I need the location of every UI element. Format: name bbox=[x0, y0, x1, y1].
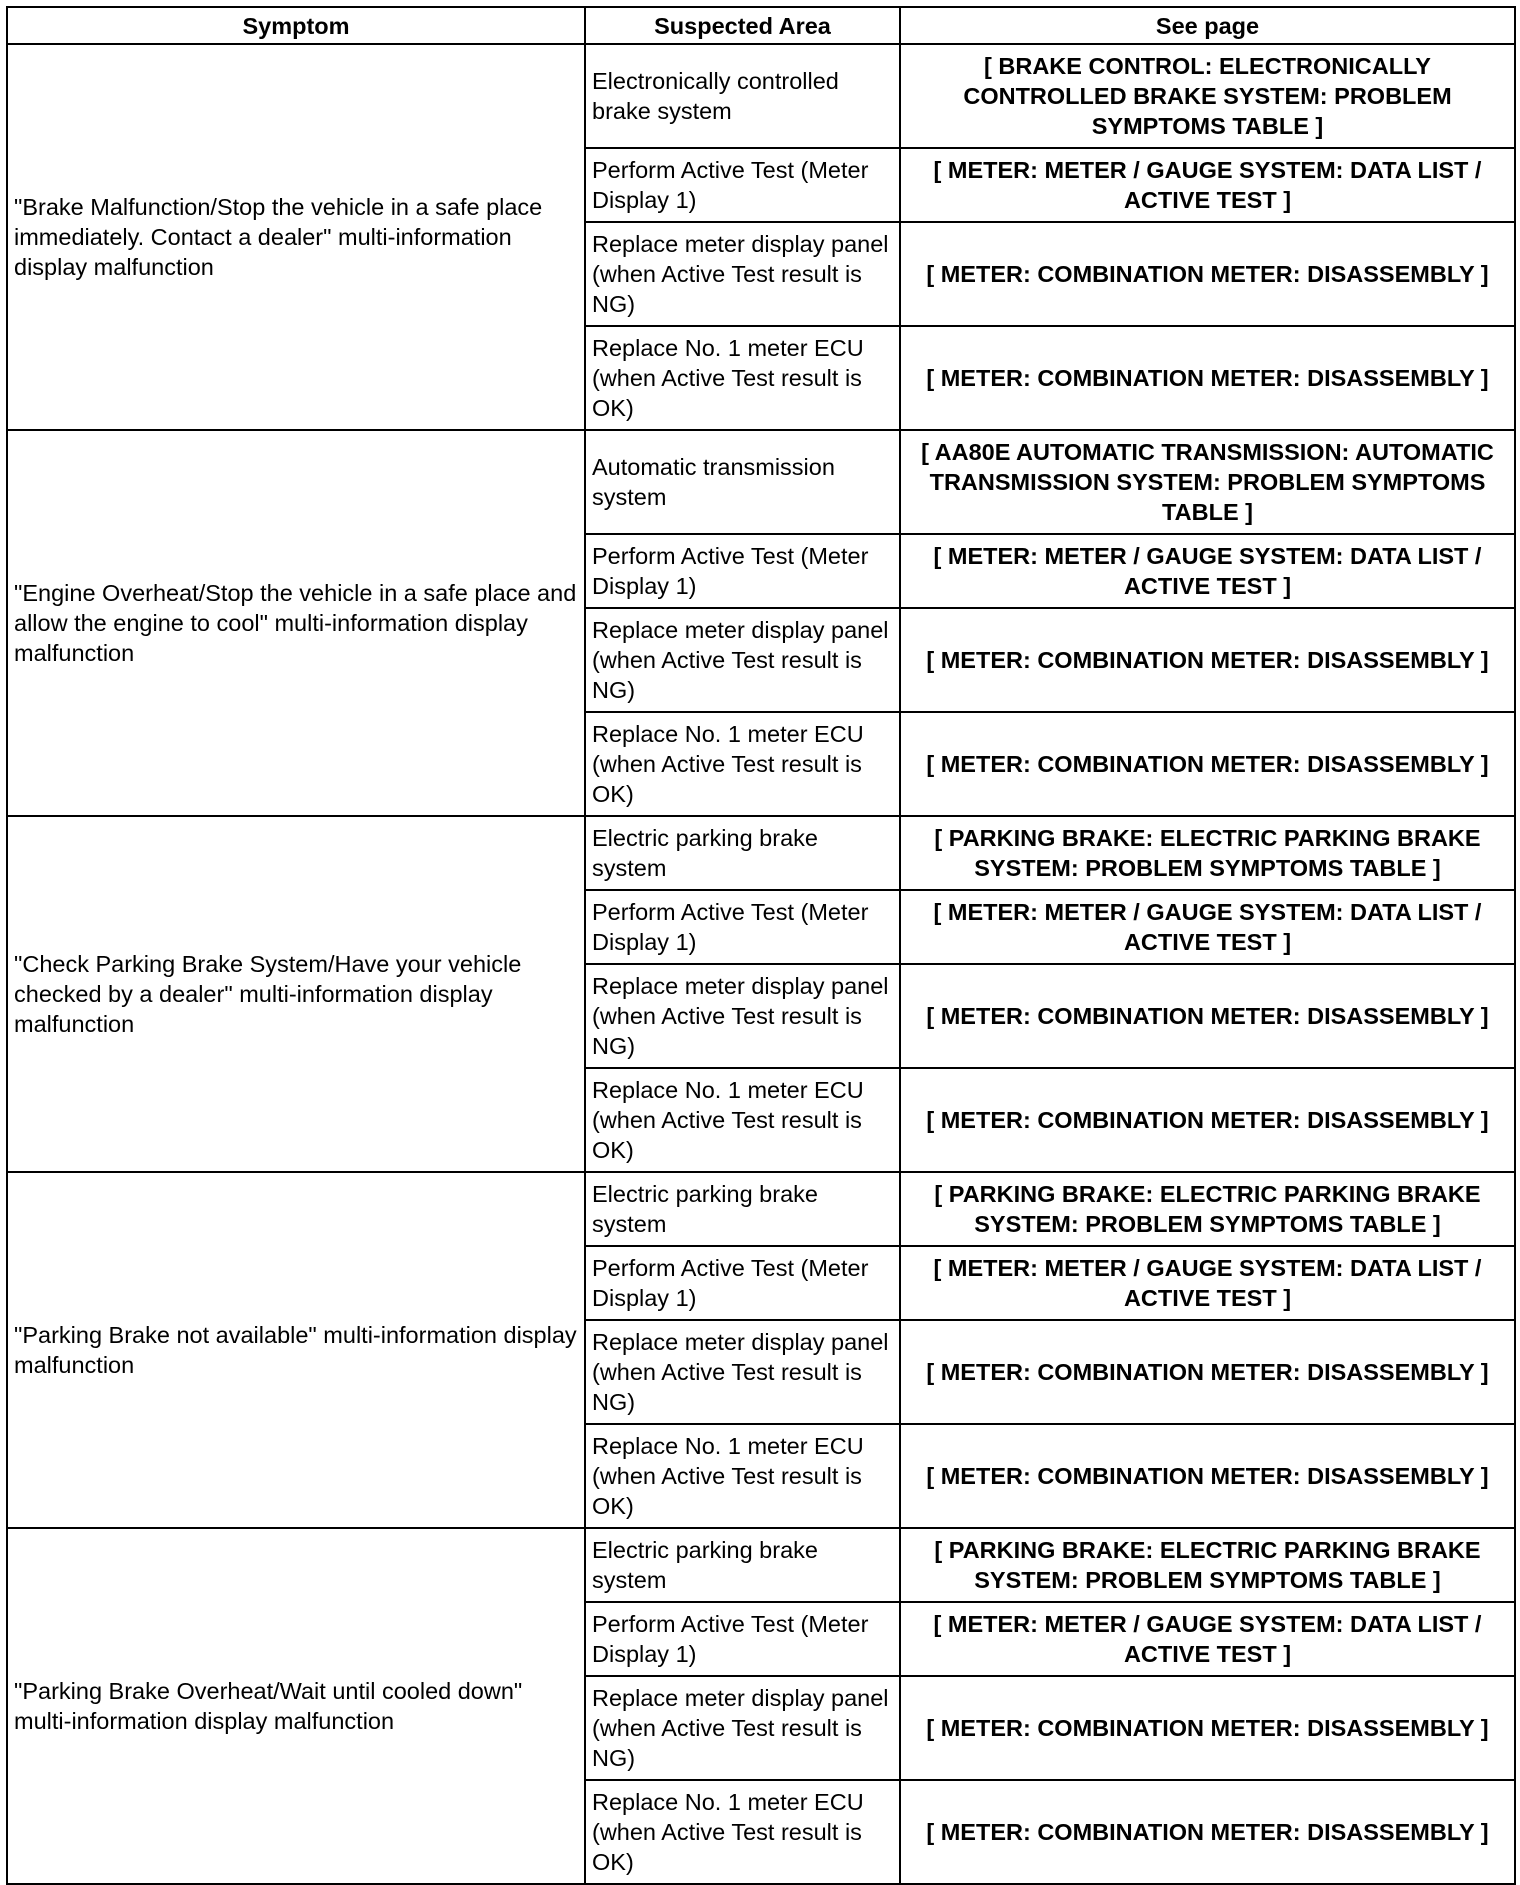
suspected-area-cell: Perform Active Test (Meter Display 1) bbox=[585, 890, 900, 964]
symptom-cell: "Brake Malfunction/Stop the vehicle in a safe place immediately. Contact a dealer" multi-information display malfunction bbox=[7, 44, 585, 430]
suspected-area-cell: Replace meter display panel (when Active Test result is NG) bbox=[585, 1320, 900, 1424]
suspected-area-cell: Electric parking brake system bbox=[585, 816, 900, 890]
see-page-link[interactable]: [ METER: COMBINATION METER: DISASSEMBLY ] bbox=[900, 712, 1515, 816]
suspected-area-cell: Automatic transmission system bbox=[585, 430, 900, 534]
symptom-cell: "Check Parking Brake System/Have your vehicle checked by a dealer" multi-information display malfunction bbox=[7, 816, 585, 1172]
suspected-area-cell: Replace meter display panel (when Active Test result is NG) bbox=[585, 964, 900, 1068]
table-row bbox=[7, 816, 1515, 890]
see-page-link[interactable]: [ METER: COMBINATION METER: DISASSEMBLY ] bbox=[900, 608, 1515, 712]
symptom-cell: "Engine Overheat/Stop the vehicle in a safe place and allow the engine to cool" multi-information display malfunction bbox=[7, 430, 585, 816]
see-page-link[interactable]: [ METER: COMBINATION METER: DISASSEMBLY ] bbox=[900, 1676, 1515, 1780]
see-page-link[interactable]: [ METER: METER / GAUGE SYSTEM: DATA LIST / ACTIVE TEST ] bbox=[900, 1246, 1515, 1320]
table-row bbox=[7, 1528, 1515, 1602]
suspected-area-cell: Replace meter display panel (when Active Test result is NG) bbox=[585, 222, 900, 326]
suspected-area-cell: Electric parking brake system bbox=[585, 1172, 900, 1246]
symptom-cell: "Parking Brake Overheat/Wait until cooled down" multi-information display malfunction bbox=[7, 1528, 585, 1884]
table-row bbox=[7, 44, 1515, 148]
see-page-link[interactable]: [ PARKING BRAKE: ELECTRIC PARKING BRAKE SYSTEM: PROBLEM SYMPTOMS TABLE ] bbox=[900, 1528, 1515, 1602]
see-page-link[interactable]: [ METER: COMBINATION METER: DISASSEMBLY ] bbox=[900, 1780, 1515, 1884]
see-page-link[interactable]: [ METER: METER / GAUGE SYSTEM: DATA LIST / ACTIVE TEST ] bbox=[900, 890, 1515, 964]
suspected-area-cell: Replace meter display panel (when Active Test result is NG) bbox=[585, 1676, 900, 1780]
suspected-area-cell: Replace meter display panel (when Active Test result is NG) bbox=[585, 608, 900, 712]
table-header-row bbox=[7, 7, 1515, 44]
table-row bbox=[7, 1172, 1515, 1246]
suspected-area-cell: Perform Active Test (Meter Display 1) bbox=[585, 148, 900, 222]
problem-symptoms-table bbox=[6, 6, 1516, 1885]
suspected-area-cell: Replace No. 1 meter ECU (when Active Test result is OK) bbox=[585, 326, 900, 430]
see-page-link[interactable]: [ METER: COMBINATION METER: DISASSEMBLY ] bbox=[900, 222, 1515, 326]
see-page-link[interactable]: [ BRAKE CONTROL: ELECTRONICALLY CONTROLLED BRAKE SYSTEM: PROBLEM SYMPTOMS TABLE ] bbox=[900, 44, 1515, 148]
suspected-area-cell: Perform Active Test (Meter Display 1) bbox=[585, 534, 900, 608]
suspected-area-cell: Electric parking brake system bbox=[585, 1528, 900, 1602]
see-page-link[interactable]: [ METER: COMBINATION METER: DISASSEMBLY ] bbox=[900, 1424, 1515, 1528]
suspected-area-cell: Replace No. 1 meter ECU (when Active Test result is OK) bbox=[585, 712, 900, 816]
see-page-link[interactable]: [ AA80E AUTOMATIC TRANSMISSION: AUTOMATIC TRANSMISSION SYSTEM: PROBLEM SYMPTOMS TABLE ] bbox=[900, 430, 1515, 534]
see-page-link[interactable]: [ METER: COMBINATION METER: DISASSEMBLY ] bbox=[900, 1320, 1515, 1424]
see-page-link[interactable]: [ METER: METER / GAUGE SYSTEM: DATA LIST / ACTIVE TEST ] bbox=[900, 1602, 1515, 1676]
see-page-link[interactable]: [ PARKING BRAKE: ELECTRIC PARKING BRAKE SYSTEM: PROBLEM SYMPTOMS TABLE ] bbox=[900, 816, 1515, 890]
symptom-cell: "Parking Brake not available" multi-information display malfunction bbox=[7, 1172, 585, 1528]
table-row bbox=[7, 430, 1515, 534]
header-symptom: Symptom bbox=[7, 7, 585, 44]
see-page-link[interactable]: [ METER: METER / GAUGE SYSTEM: DATA LIST / ACTIVE TEST ] bbox=[900, 148, 1515, 222]
suspected-area-cell: Replace No. 1 meter ECU (when Active Test result is OK) bbox=[585, 1068, 900, 1172]
see-page-link[interactable]: [ METER: METER / GAUGE SYSTEM: DATA LIST / ACTIVE TEST ] bbox=[900, 534, 1515, 608]
see-page-link[interactable]: [ PARKING BRAKE: ELECTRIC PARKING BRAKE SYSTEM: PROBLEM SYMPTOMS TABLE ] bbox=[900, 1172, 1515, 1246]
header-see-page: See page bbox=[900, 7, 1515, 44]
suspected-area-cell: Perform Active Test (Meter Display 1) bbox=[585, 1602, 900, 1676]
suspected-area-cell: Perform Active Test (Meter Display 1) bbox=[585, 1246, 900, 1320]
suspected-area-cell: Replace No. 1 meter ECU (when Active Test result is OK) bbox=[585, 1424, 900, 1528]
suspected-area-cell: Electronically controlled brake system bbox=[585, 44, 900, 148]
see-page-link[interactable]: [ METER: COMBINATION METER: DISASSEMBLY ] bbox=[900, 964, 1515, 1068]
header-suspected-area: Suspected Area bbox=[585, 7, 900, 44]
see-page-link[interactable]: [ METER: COMBINATION METER: DISASSEMBLY ] bbox=[900, 326, 1515, 430]
suspected-area-cell: Replace No. 1 meter ECU (when Active Test result is OK) bbox=[585, 1780, 900, 1884]
see-page-link[interactable]: [ METER: COMBINATION METER: DISASSEMBLY ] bbox=[900, 1068, 1515, 1172]
